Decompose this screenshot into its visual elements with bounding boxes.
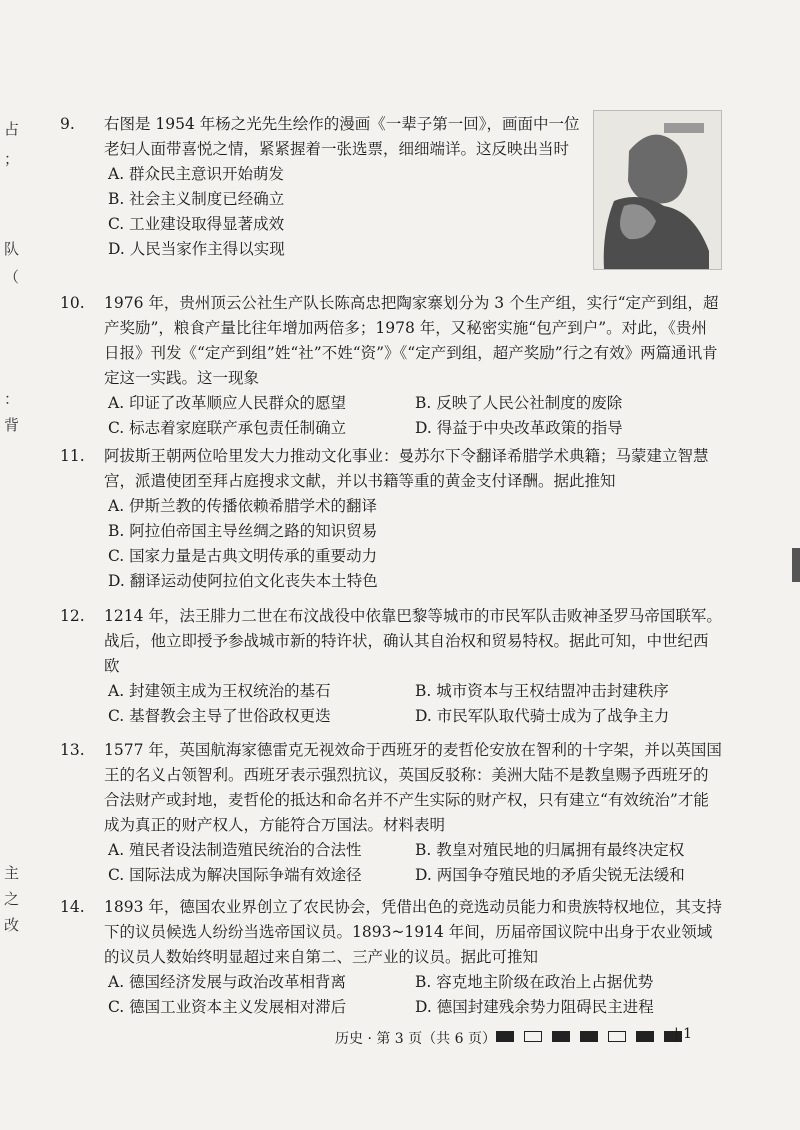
option-b: B. 反映了人民公社制度的废除	[415, 394, 623, 412]
option-b: B. 城市资本与王权结盟冲击封建秩序	[415, 682, 669, 700]
question-12	[60, 604, 722, 729]
footer-block	[524, 1031, 542, 1042]
option-c: C. 标志着家庭联产承包责任制确立	[108, 419, 347, 437]
option-c: C. 德国工业资本主义发展相对滞后	[108, 998, 347, 1016]
option-d: D. 得益于中央改革政策的指导	[415, 419, 623, 437]
question-stem: 1214 年，法王腓力二世在布汶战役中依靠巴黎等城市的市民军队击败神圣罗马帝国联军。战后，他立即授予参战城市新的特许状，确认其自治权和贸易特权。据此可知，中世纪西欧	[104, 607, 722, 675]
margin-char: ：	[4, 390, 20, 408]
cartoon-image	[593, 110, 722, 270]
option-c: C. 基督教会主导了世俗政权更迭	[108, 707, 331, 725]
question-10	[60, 291, 722, 441]
option-b: B. 教皇对殖民地的归属拥有最终决定权	[415, 841, 685, 859]
option-b: B. 阿拉伯帝国主导丝绸之路的知识贸易	[108, 522, 378, 540]
option-c: C. 工业建设取得显著成效	[108, 215, 285, 233]
footer-tail: | 1	[674, 1026, 693, 1042]
option-a: A. 殖民者设法制造殖民统治的合法性	[108, 841, 362, 859]
question-number: 11.	[60, 447, 85, 465]
footer-block	[608, 1031, 626, 1042]
option-b: B. 容克地主阶级在政治上占据优势	[415, 973, 654, 991]
question-number: 14.	[60, 898, 85, 916]
margin-char: 占	[4, 120, 20, 138]
option-d: D. 人民当家作主得以实现	[108, 240, 285, 258]
option-d: D. 两国争夺殖民地的矛盾尖锐无法缓和	[415, 866, 685, 884]
option-a: A. 伊斯兰教的传播依赖希腊学术的翻译	[108, 497, 378, 515]
page-footer: 历史 · 第 3 页（共 6 页）	[335, 1031, 496, 1047]
option-d: D. 德国封建残余势力阻碍民主进程	[415, 998, 654, 1016]
margin-char: 主	[4, 864, 20, 882]
question-stem: 1893 年，德国农业界创立了农民协会，凭借出色的竞选动员能力和贵族特权地位，其支持下的议员候选人纷纷当选帝国议员。1893~1914 年间，历届帝国议院中出身于农业领域的议员人数始终明显超过来自第二、三产业的议员。据此可推知	[104, 898, 722, 966]
footer-block	[496, 1031, 514, 1042]
option-a: A. 印证了改革顺应人民群众的愿望	[108, 394, 347, 412]
question-stem: 阿拔斯王朝两位哈里发大力推动文化事业：曼苏尔下令翻译希腊学术典籍；马蒙建立智慧宫，派遣使团至拜占庭搜求文献，并以书籍等重的黄金支付译酬。据此推知	[104, 447, 709, 490]
footer-block	[636, 1031, 654, 1042]
margin-char: （	[4, 268, 20, 286]
question-11	[60, 444, 722, 594]
option-d: D. 市民军队取代骑士成为了战争主力	[415, 707, 670, 725]
question-stem: 1577 年，英国航海家德雷克无视效命于西班牙的麦哲伦安放在智利的十字架，并以英国国王的名义占领智利。西班牙表示强烈抗议，英国反驳称：美洲大陆不是教皇赐予西班牙的合法财产或封地，麦哲伦的抵达和命名并不产生实际的财产权，只有建立“有效统治”才能成为真正的财产权人，方能符合万国法。材料表明	[104, 741, 722, 834]
question-number: 13.	[60, 741, 85, 759]
question-number: 9.	[60, 115, 75, 133]
option-a: A. 德国经济发展与政治改革相背离	[108, 973, 347, 991]
option-a: A. 群众民主意识开始萌发	[108, 165, 285, 183]
option-c: C. 国际法成为解决国际争端有效途径	[108, 866, 362, 884]
margin-char: 改	[4, 916, 20, 934]
footer-block	[552, 1031, 570, 1042]
option-c: C. 国家力量是古典文明传承的重要动力	[108, 547, 378, 565]
option-d: D. 翻译运动使阿拉伯文化丧失本土特色	[108, 572, 378, 590]
question-13	[60, 738, 722, 888]
question-14	[60, 895, 722, 1020]
margin-char: 背	[4, 416, 20, 434]
option-a: A. 封建领主成为王权统治的基石	[108, 682, 331, 700]
question-stem: 右图是 1954 年杨之光先生绘作的漫画《一辈子第一回》，画面中一位老妇人面带喜悦之情，紧紧握着一张选票，细细端详。这反映出当时	[104, 115, 580, 158]
option-b: B. 社会主义制度已经确立	[108, 190, 285, 208]
margin-char: 队	[4, 240, 20, 258]
question-number: 12.	[60, 607, 85, 625]
edge-tab-mark	[792, 548, 800, 582]
footer-block	[580, 1031, 598, 1042]
margin-char: ；	[4, 150, 20, 168]
question-9	[60, 112, 587, 262]
footer-block-marks	[496, 1031, 682, 1042]
question-number: 10.	[60, 294, 85, 312]
margin-char: 之	[4, 890, 20, 908]
question-stem: 1976 年，贵州顶云公社生产队长陈高忠把陶家寨划分为 3 个生产组，实行“定产到组，超产奖励”，粮食产量比往年增加两倍多；1978 年，又秘密实施“包产到户”。对此，《贵州日报》刊发《“定产到组”姓“社”不姓“资”》《“定产到组，超产奖励”行之有效》两篇通讯肯定这一实践。这一现象	[104, 294, 719, 387]
